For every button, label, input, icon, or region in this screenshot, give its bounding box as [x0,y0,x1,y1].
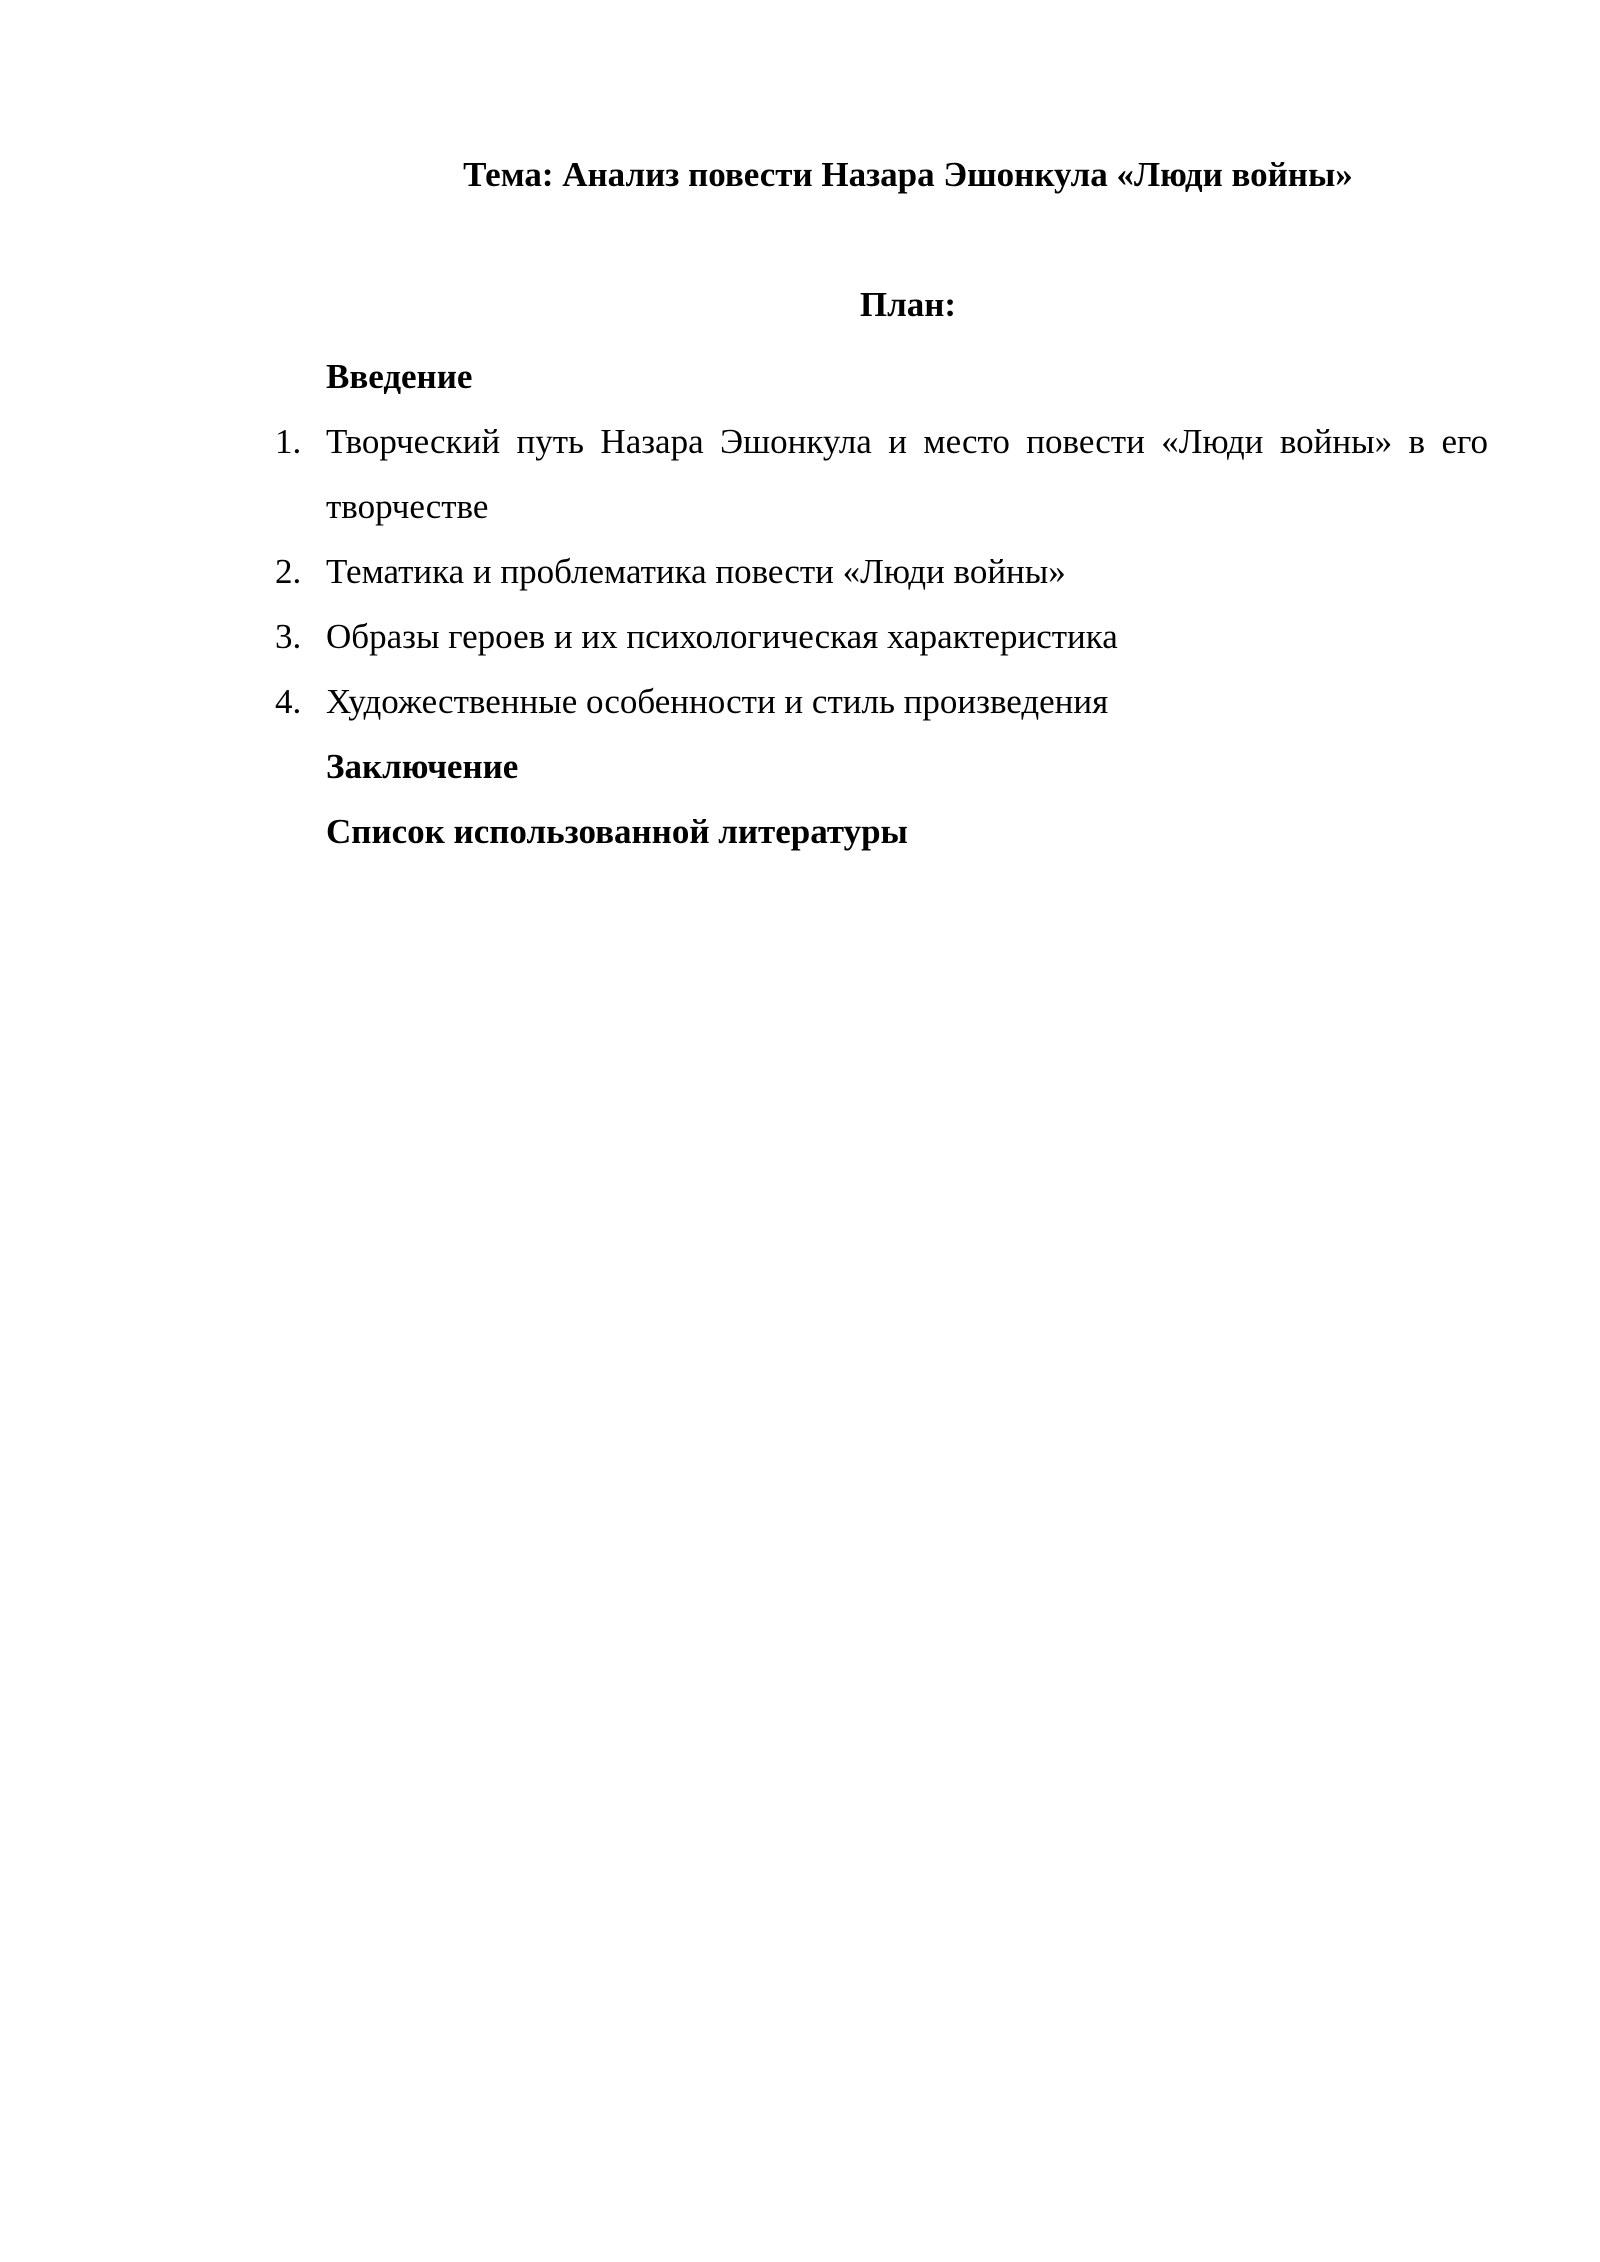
plan-item-text: Творческий путь Назара Эшонкула и место повести «Люди войны» в его творчестве [326,422,1488,526]
plan-item-text: Список использованной литературы [326,812,908,851]
plan-item-3 [275,604,1488,669]
plan-list [275,344,1488,864]
plan-item-text: Тематика и проблематика повести «Люди войны» [326,552,1066,591]
plan-item-bibliography [275,799,1488,864]
plan-item-introduction [275,344,1488,409]
plan-item-text: Образы героев и их психологическая характеристика [326,617,1118,656]
plan-item-4 [275,669,1488,734]
plan-item-text: Художественные особенности и стиль произведения [326,682,1109,721]
plan-item-number: 1. [275,422,302,461]
plan-item-number: 4. [275,682,302,721]
plan-item-1 [275,409,1488,539]
plan-item-conclusion [275,734,1488,799]
theme-title: Тема: Анализ повести Назара Эшонкула «Люди войны» [463,155,1353,194]
plan-item-2 [275,539,1488,604]
plan-item-text: Заключение [326,747,519,786]
plan-item-text: Введение [326,357,473,396]
plan-item-number: 3. [275,617,302,656]
plan-heading: План: [859,285,957,324]
plan-item-number: 2. [275,552,302,591]
